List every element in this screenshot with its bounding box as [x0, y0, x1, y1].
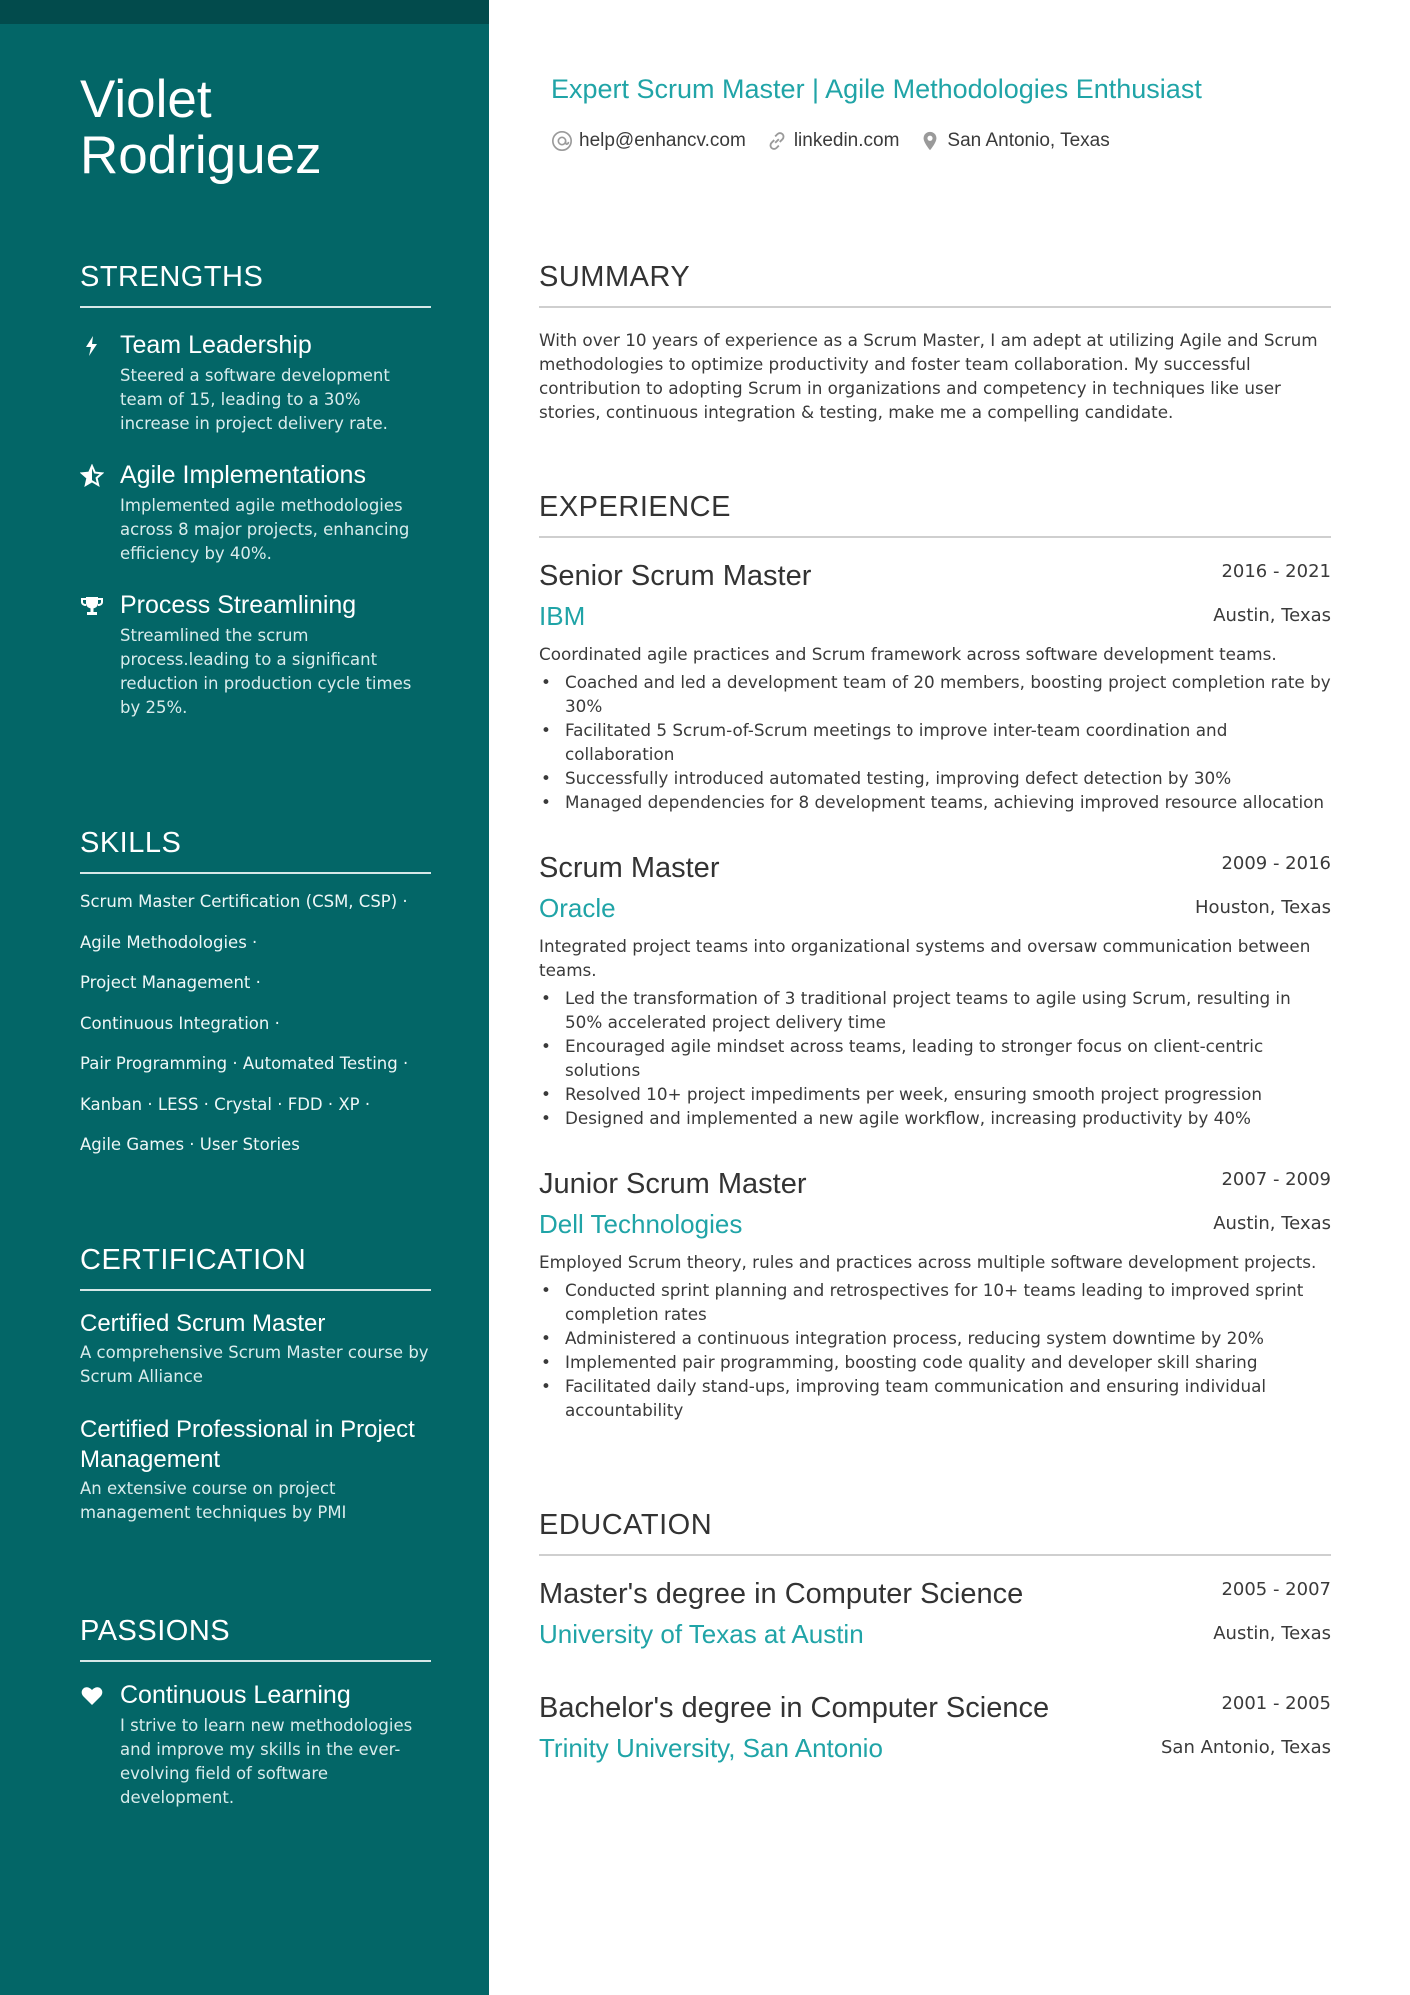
skill-row: Agile Methodologies · [80, 932, 258, 952]
contact-bar [551, 130, 1130, 152]
strength-item [80, 330, 431, 436]
passion-title: Continuous Learning [120, 1681, 351, 1709]
degree: Bachelor's degree in Computer Science [539, 1692, 1050, 1724]
passions-section [80, 1614, 431, 1810]
job-bullet: • Facilitated daily stand-ups, improving team communication and ensuring individual accountability [565, 1374, 1331, 1422]
job-dates: 2016 - 2021 [1221, 561, 1331, 582]
skills-heading: SKILLS [80, 826, 431, 874]
strength-title: Team Leadership [120, 331, 312, 359]
degree: Master's degree in Computer Science [539, 1578, 1024, 1610]
candidate-name: Violet Rodriguez [80, 70, 322, 185]
at-icon [551, 130, 573, 152]
summary-text: With over 10 years of experience as a Scrum Master, I am adept at utilizing Agile and Scrum methodologies to optimize productivity and foster team collaboration. My successful contribution to adopting Scrum in organizations and competency in techniques like user stories, continuous integration & testing, make me a compelling candidate. [539, 330, 1318, 422]
cert-title: Certified Professional in Project Management [80, 1416, 415, 1473]
education-dates: 2005 - 2007 [1221, 1579, 1331, 1600]
strength-desc: Steered a software development team of 15, leading to a 30% increase in project delivery rate. [120, 366, 390, 433]
location-contact [919, 130, 1109, 152]
summary-section [539, 260, 1331, 424]
star-icon [80, 464, 104, 488]
linkedin-contact[interactable] [766, 130, 900, 152]
strength-item [80, 460, 431, 566]
passions-heading: PASSIONS [80, 1614, 431, 1662]
job-entry [539, 1166, 1331, 1422]
strength-title: Process Streamlining [120, 591, 357, 619]
location-pin-icon [919, 130, 941, 152]
strengths-section [80, 260, 431, 720]
job-bullets [539, 986, 1331, 1130]
education-location: San Antonio, Texas [1161, 1737, 1331, 1758]
experience-heading: EXPERIENCE [539, 490, 1331, 538]
heart-icon [80, 1684, 104, 1708]
job-bullet: • Administered a continuous integration process, reducing system downtime by 20% [565, 1326, 1331, 1350]
school: University of Texas at Austin [539, 1619, 864, 1649]
linkedin-text: linkedin.com [793, 130, 900, 151]
job-bullet: • Successfully introduced automated testing, improving defect detection by 30% [565, 766, 1331, 790]
education-dates: 2001 - 2005 [1221, 1693, 1331, 1714]
summary-heading: SUMMARY [539, 260, 1331, 308]
education-entry [539, 1690, 1331, 1770]
cert-item [80, 1415, 431, 1525]
passion-item [80, 1680, 431, 1810]
strength-item [80, 590, 431, 720]
job-entry [539, 850, 1331, 1130]
cert-item [80, 1309, 431, 1389]
sidebar-top-bar [0, 0, 489, 24]
school: Trinity University, San Antonio [539, 1733, 883, 1763]
email-text: help@enhancv.com [579, 130, 746, 151]
cert-title: Certified Scrum Master [80, 1310, 326, 1337]
skill-row: Pair Programming · Automated Testing · [80, 1054, 409, 1073]
job-entry [539, 558, 1331, 814]
cert-desc: A comprehensive Scrum Master course by Scrum Alliance [80, 1343, 429, 1386]
location-text: San Antonio, Texas [947, 130, 1110, 151]
lightning-icon [80, 334, 104, 358]
strengths-heading: STRENGTHS [80, 260, 431, 308]
job-bullet: • Designed and implemented a new agile workflow, increasing productivity by 40% [565, 1106, 1331, 1130]
job-bullets [539, 1278, 1331, 1422]
job-description: Integrated project teams into organizational systems and oversaw communication between teams. [539, 936, 1311, 980]
education-heading: EDUCATION [539, 1508, 1331, 1556]
job-dates: 2007 - 2009 [1221, 1169, 1331, 1190]
strength-desc: Streamlined the scrum process.leading to a significant reduction in production cycle times by 25%. [120, 626, 412, 717]
education-section [539, 1508, 1331, 1770]
education-entry [539, 1576, 1331, 1656]
skill-row: Continuous Integration · [80, 1013, 280, 1033]
experience-section [539, 490, 1331, 1422]
strength-title: Agile Implementations [120, 461, 366, 489]
job-location: Houston, Texas [1194, 897, 1331, 918]
skill-row: Scrum Master Certification (CSM, CSP) · [80, 892, 408, 911]
job-dates: 2009 - 2016 [1221, 853, 1331, 874]
job-title: Scrum Master [539, 852, 720, 884]
certification-section [80, 1243, 431, 1525]
email-contact[interactable] [551, 130, 746, 152]
job-bullets [539, 670, 1331, 814]
job-bullet: • Facilitated 5 Scrum-of-Scrum meetings to improve inter-team coordination and collaboration [565, 718, 1331, 766]
sidebar [0, 0, 489, 1995]
job-bullet: • Conducted sprint planning and retrospectives for 10+ teams leading to improved sprint completion rates [565, 1278, 1331, 1326]
trophy-icon [80, 594, 104, 618]
job-description: Coordinated agile practices and Scrum framework across software development teams. [539, 644, 1277, 664]
job-company: Dell Technologies [539, 1209, 743, 1239]
skill-row: Agile Games · User Stories [80, 1135, 300, 1154]
job-company: Oracle [539, 893, 616, 923]
job-bullet: • Led the transformation of 3 traditional project teams to agile using Scrum, resulting in 50% accelerated project delivery time [565, 986, 1331, 1034]
job-description: Employed Scrum theory, rules and practices across multiple software development projects. [539, 1252, 1317, 1272]
skill-row: Project Management · [80, 973, 261, 992]
certification-heading: CERTIFICATION [80, 1243, 431, 1291]
job-bullet: • Encouraged agile mindset across teams, leading to stronger focus on client-centric solutions [565, 1034, 1331, 1082]
headline: Expert Scrum Master | Agile Methodologies Enthusiast [551, 74, 1202, 104]
job-title: Junior Scrum Master [539, 1168, 807, 1200]
skills-section [80, 826, 431, 1174]
education-location: Austin, Texas [1213, 1623, 1331, 1644]
job-bullet: • Managed dependencies for 8 development teams, achieving improved resource allocation [565, 790, 1331, 814]
job-location: Austin, Texas [1213, 1213, 1331, 1234]
strength-desc: Implemented agile methodologies across 8 major projects, enhancing efficiency by 40%. [120, 496, 410, 563]
skill-row: Kanban · LESS · Crystal · FDD · XP · [80, 1094, 371, 1114]
passion-desc: I strive to learn new methodologies and improve my skills in the ever-evolving field of software development. [120, 1716, 413, 1807]
job-location: Austin, Texas [1213, 605, 1331, 626]
job-bullet: • Resolved 10+ project impediments per week, ensuring smooth project progression [565, 1082, 1331, 1106]
skills-list [80, 890, 431, 1157]
link-icon [766, 130, 788, 152]
cert-desc: An extensive course on project management techniques by PMI [80, 1479, 347, 1522]
job-company: IBM [539, 601, 586, 631]
job-bullet: • Coached and led a development team of 20 members, boosting project completion rate by 30% [565, 670, 1331, 718]
job-bullet: • Implemented pair programming, boosting code quality and developer skill sharing [565, 1350, 1331, 1374]
job-title: Senior Scrum Master [539, 560, 812, 592]
